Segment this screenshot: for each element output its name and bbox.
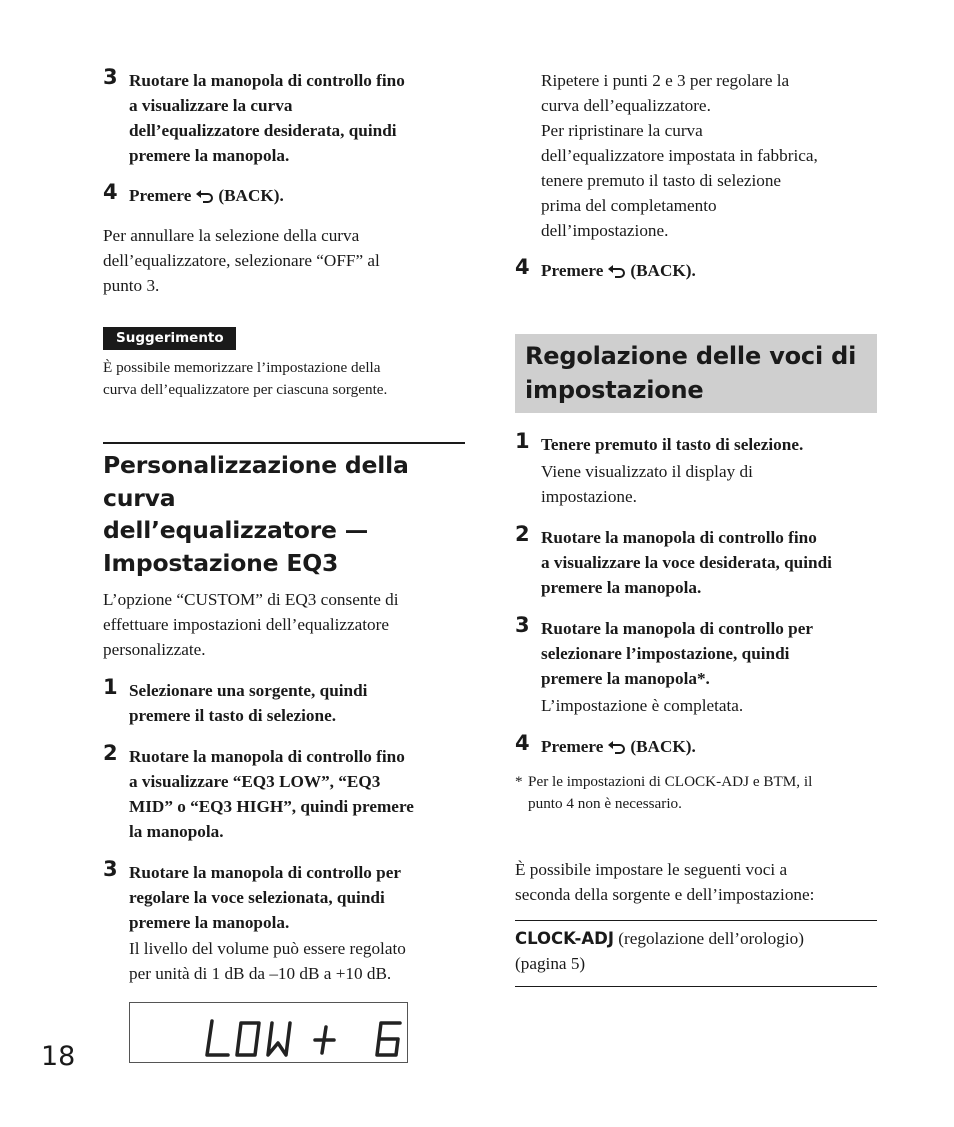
step-number: 1	[515, 429, 530, 453]
section-intro: L’opzione “CUSTOM” di EQ3 consente di effettuare impostazioni dell’equalizzatore personalizzate.	[103, 590, 399, 659]
eq3-step-1: 1 Selezionare una sorgente, quindi premere il tasto di selezione.	[103, 678, 465, 728]
step-number: 2	[515, 522, 530, 546]
step-number: 3	[103, 857, 118, 881]
eq3-step-4-back: 4 Premere (BACK).	[515, 258, 877, 286]
items-intro: È possibile impostare le seguenti voci a seconda della sorgente e dell’impostazione:	[515, 860, 815, 904]
left-column	[103, 65, 465, 1063]
tip-label: Suggerimento	[103, 327, 236, 350]
step-text: dell’equalizzatore desiderata, quindi	[129, 121, 397, 140]
back-arrow-icon	[607, 261, 627, 286]
step-text: Premere	[129, 186, 192, 205]
section-title-eq3: Personalizzazione della curva dell’equalizzatore — Impostazione EQ3	[103, 451, 409, 577]
step-text: a visualizzare la curva	[129, 96, 293, 115]
settings-step-1: 1 Tenere premuto il tasto di selezione. Viene visualizzato il display di impostazione.	[515, 432, 877, 509]
step-number: 2	[103, 741, 118, 765]
step-text: premere la manopola.	[129, 146, 290, 165]
lcd-display	[129, 1002, 408, 1063]
item-desc: (regolazione dell’orologio)	[618, 929, 804, 948]
section-title-settings: Regolazione delle voci di impostazione	[525, 342, 857, 404]
step-text: (BACK).	[218, 186, 284, 205]
lcd-segment-graphic	[130, 1003, 407, 1062]
right-column	[515, 68, 877, 987]
section-header-settings	[515, 334, 877, 413]
step-number: 4	[515, 731, 530, 755]
back-arrow-icon	[607, 737, 627, 762]
step-number: 4	[103, 180, 118, 204]
item-page: (pagina 5)	[515, 954, 586, 973]
step-text: Ruotare la manopola di controllo fino	[129, 71, 405, 90]
section-divider	[103, 442, 465, 444]
item-key: CLOCK-ADJ	[515, 929, 614, 948]
settings-step-2: 2 Ruotare la manopola di controllo fino a visualizzare la voce desiderata, quindi premere la manopola.	[515, 525, 877, 600]
table-bottom-rule	[515, 986, 877, 987]
footnote: * Per le impostazioni di CLOCK-ADJ e BTM, il punto 4 non è necessario.	[515, 773, 813, 812]
settings-step-4-back: 4 Premere (BACK).	[515, 734, 877, 762]
step-number: 1	[103, 675, 118, 699]
settings-item-clock-adj	[515, 921, 877, 986]
cancel-paragraph: Per annullare la selezione della curva dell’equalizzatore, selezionare “OFF” al punto 3.	[103, 226, 380, 295]
step-number: 4	[515, 255, 530, 279]
step-3-select-curve	[103, 65, 465, 168]
step-number: 3	[515, 613, 530, 637]
tip-text: È possibile memorizzare l’impostazione della curva dell’equalizzatore per ciascuna sorgente.	[103, 359, 388, 398]
step-number: 3	[103, 65, 118, 89]
eq3-step-2: 2 Ruotare la manopola di controllo fino a visualizzare “EQ3 LOW”, “EQ3 MID” o “EQ3 HIGH”, quindi premere la manopola.	[103, 744, 465, 844]
eq3-step-3: 3 Ruotare la manopola di controllo per regolare la voce selezionata, quindi premere la manopola. Il livello del volume può essere regolato per unità di 1 dB da –10 dB a +10 dB.	[103, 860, 465, 986]
settings-step-3: 3 Ruotare la manopola di controllo per selezionare l’impostazione, quindi premere la manopola*. L’impostazione è completata.	[515, 616, 877, 718]
back-arrow-icon	[195, 186, 215, 211]
step-4-back	[103, 180, 465, 211]
repeat-paragraph: Ripetere i punti 2 e 3 per regolare la curva dell’equalizzatore. Per ripristinare la curva dell’equalizzatore impostata in fabbrica, tenere premuto il tasto di selezione prima del completamento dell’impostazione.	[541, 71, 818, 240]
page-number: 18	[41, 1041, 76, 1072]
